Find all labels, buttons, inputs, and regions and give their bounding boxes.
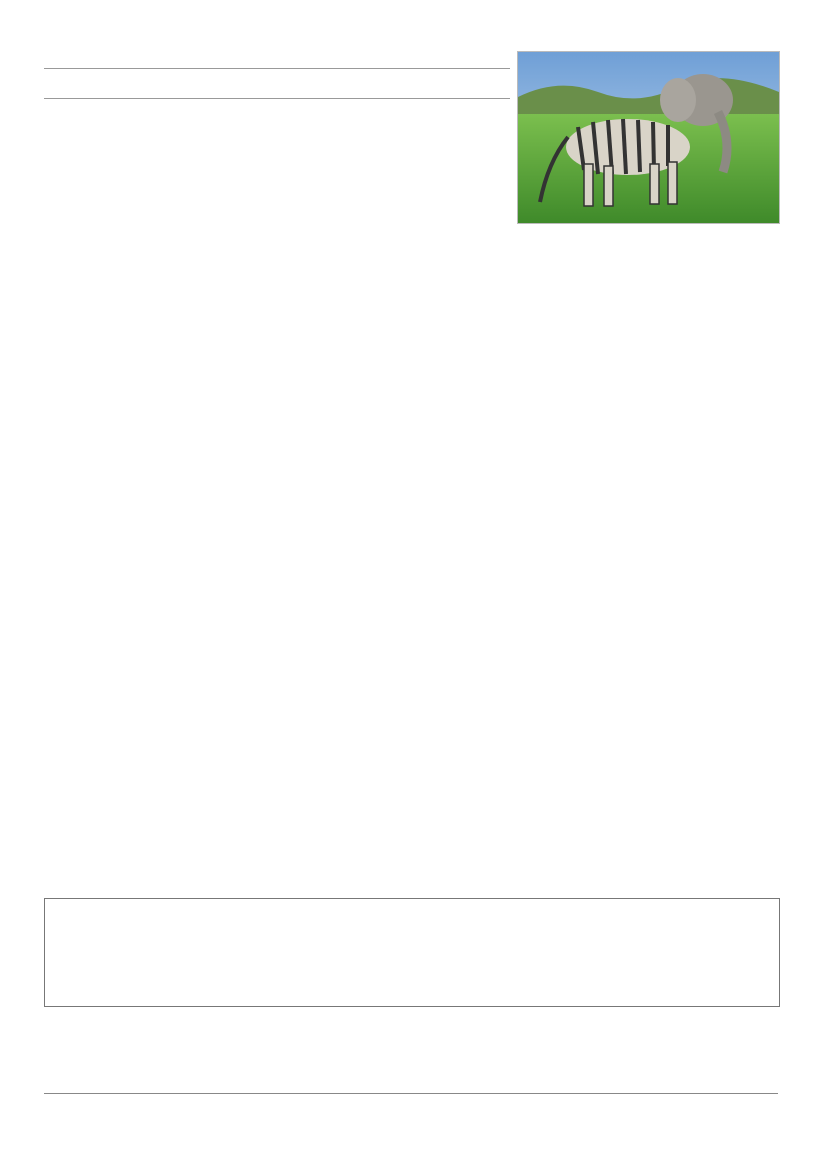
photo-illustration <box>518 52 779 223</box>
divider <box>44 98 510 99</box>
footer-divider <box>44 1093 778 1094</box>
zebra-elephant-photo <box>517 51 780 224</box>
divider <box>44 68 510 69</box>
word-list-box <box>44 898 780 1007</box>
